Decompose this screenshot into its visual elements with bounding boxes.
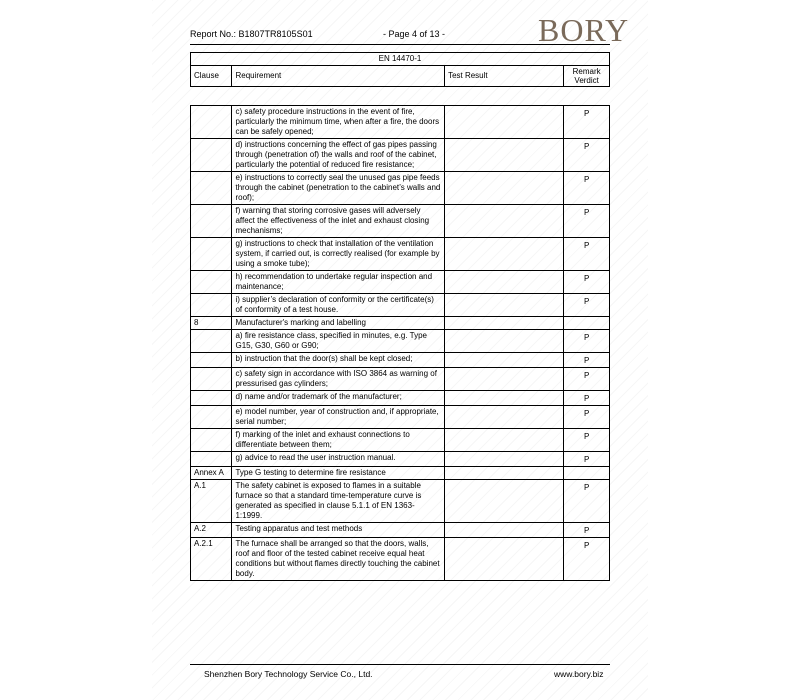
page-indicator: - Page 4 of 13 - <box>383 29 446 39</box>
clause-cell: Annex A <box>191 467 232 480</box>
clause-cell <box>191 368 232 391</box>
requirement-cell: Manufacturer's marking and labelling <box>232 317 445 330</box>
clause-cell <box>191 429 232 452</box>
requirement-cell: e) model number, year of construction and, if appropriate, serial number; <box>232 406 445 429</box>
table-row <box>191 139 610 172</box>
test-result-cell <box>445 238 564 271</box>
verdict-cell: P <box>564 523 610 538</box>
verdict-cell: P <box>564 139 610 172</box>
test-result-cell <box>445 538 564 581</box>
column-clause: Clause <box>191 66 232 87</box>
table-row <box>191 330 610 353</box>
footer-company: Shenzhen Bory Technology Service Co., Ltd. <box>204 669 373 679</box>
requirement-cell: g) instructions to check that installation of the ventilation system, if carried out, is correctly realised (for example by using a smoke tube); <box>232 238 445 271</box>
verdict-cell: P <box>564 353 610 368</box>
column-requirement: Requirement <box>232 66 445 87</box>
clause-cell <box>191 452 232 467</box>
column-remark: Remark <box>572 67 601 76</box>
requirement-cell: The furnace shall be arranged so that the doors, walls, roof and floor of the tested cabinet receive equal heat conditions but without flames directly touching the cabinet body. <box>232 538 445 581</box>
requirement-cell: h) recommendation to undertake regular inspection and maintenance; <box>232 271 445 294</box>
verdict-cell: P <box>564 330 610 353</box>
requirement-cell: a) fire resistance class, specified in minutes, e.g. Type G15, G30, G60 or G90; <box>232 330 445 353</box>
verdict-cell: P <box>564 406 610 429</box>
clause-cell: A.2.1 <box>191 538 232 581</box>
clause-cell: 8 <box>191 317 232 330</box>
clause-cell: A.1 <box>191 480 232 523</box>
test-result-cell <box>445 317 564 330</box>
verdict-cell: P <box>564 238 610 271</box>
requirement-cell: g) advice to read the user instruction manual. <box>232 452 445 467</box>
column-verdict: Verdict <box>574 76 599 85</box>
clause-cell <box>191 391 232 406</box>
verdict-cell: P <box>564 368 610 391</box>
clause-cell <box>191 271 232 294</box>
column-remark-verdict <box>564 66 610 87</box>
requirement-cell: c) safety sign in accordance with ISO 3864 as warning of pressurised gas cylinders; <box>232 368 445 391</box>
clause-cell <box>191 238 232 271</box>
test-result-cell <box>445 406 564 429</box>
test-result-cell <box>445 139 564 172</box>
table-row <box>191 480 610 523</box>
verdict-cell: P <box>564 172 610 205</box>
test-result-cell <box>445 429 564 452</box>
report-number: Report No.: B1807TR8105S01 <box>190 29 313 39</box>
column-test-result: Test Result <box>445 66 564 87</box>
standard-title: EN 14470-1 <box>191 53 610 66</box>
requirement-cell: Type G testing to determine fire resistance <box>232 467 445 480</box>
clause-cell <box>191 172 232 205</box>
requirement-cell: The safety cabinet is exposed to flames in a suitable furnace so that a standard time-temperature curve is generated as specified in clause 5.1.1 of EN 1363-1:1999. <box>232 480 445 523</box>
table-row <box>191 523 610 538</box>
footer-website: www.bory.biz <box>554 669 604 679</box>
table-row <box>191 294 610 317</box>
table-row <box>191 353 610 368</box>
clause-cell: A.2 <box>191 523 232 538</box>
requirement-cell: d) name and/or trademark of the manufacturer; <box>232 391 445 406</box>
verdict-cell <box>564 467 610 480</box>
test-result-cell <box>445 467 564 480</box>
verdict-cell: P <box>564 391 610 406</box>
test-result-cell <box>445 294 564 317</box>
table-header <box>190 52 610 87</box>
table-row <box>191 106 610 139</box>
test-result-cell <box>445 172 564 205</box>
table-row <box>191 538 610 581</box>
table-row <box>191 238 610 271</box>
verdict-cell: P <box>564 429 610 452</box>
verdict-cell <box>564 317 610 330</box>
verdict-cell: P <box>564 538 610 581</box>
verdict-cell: P <box>564 480 610 523</box>
requirements-table <box>190 105 610 581</box>
test-result-cell <box>445 106 564 139</box>
table-row <box>191 391 610 406</box>
clause-cell <box>191 294 232 317</box>
header-divider <box>190 44 610 45</box>
table-row <box>191 467 610 480</box>
test-result-cell <box>445 523 564 538</box>
clause-cell <box>191 406 232 429</box>
clause-cell <box>191 353 232 368</box>
table-row <box>191 317 610 330</box>
test-result-cell <box>445 480 564 523</box>
test-result-cell <box>445 391 564 406</box>
requirement-cell: f) warning that storing corrosive gases will adversely affect the effectiveness of the inlet and exhaust closing mechanisms; <box>232 205 445 238</box>
test-result-cell <box>445 271 564 294</box>
table-row <box>191 429 610 452</box>
table-row <box>191 271 610 294</box>
footer-divider <box>190 664 610 665</box>
requirement-cell: b) instruction that the door(s) shall be kept closed; <box>232 353 445 368</box>
test-result-cell <box>445 330 564 353</box>
clause-cell <box>191 106 232 139</box>
verdict-cell: P <box>564 271 610 294</box>
verdict-cell: P <box>564 106 610 139</box>
clause-cell <box>191 139 232 172</box>
verdict-cell: P <box>564 452 610 467</box>
table-row <box>191 452 610 467</box>
table-row <box>191 205 610 238</box>
clause-cell <box>191 205 232 238</box>
test-result-cell <box>445 452 564 467</box>
verdict-cell: P <box>564 294 610 317</box>
table-row <box>191 368 610 391</box>
company-logo: BORY <box>538 12 630 48</box>
table-row <box>191 172 610 205</box>
test-result-cell <box>445 368 564 391</box>
verdict-cell: P <box>564 205 610 238</box>
requirement-cell: i) supplier’s declaration of conformity or the certificate(s) of conformity of a test house. <box>232 294 445 317</box>
requirement-cell: Testing apparatus and test methods <box>232 523 445 538</box>
test-result-cell <box>445 205 564 238</box>
clause-cell <box>191 330 232 353</box>
requirement-cell: e) instructions to correctly seal the unused gas pipe feeds through the cabinet (penetration to the cabinet’s walls and roof); <box>232 172 445 205</box>
requirement-cell: f) marking of the inlet and exhaust connections to differentiate between them; <box>232 429 445 452</box>
table-row <box>191 406 610 429</box>
requirement-cell: c) safety procedure instructions in the event of fire, particularly the minimum time, when after a fire, the doors can be safely opened; <box>232 106 445 139</box>
requirement-cell: d) instructions concerning the effect of gas pipes passing through (penetration of) the walls and roof of the cabinet, particularly the potential of reduced fire resistance; <box>232 139 445 172</box>
test-result-cell <box>445 353 564 368</box>
